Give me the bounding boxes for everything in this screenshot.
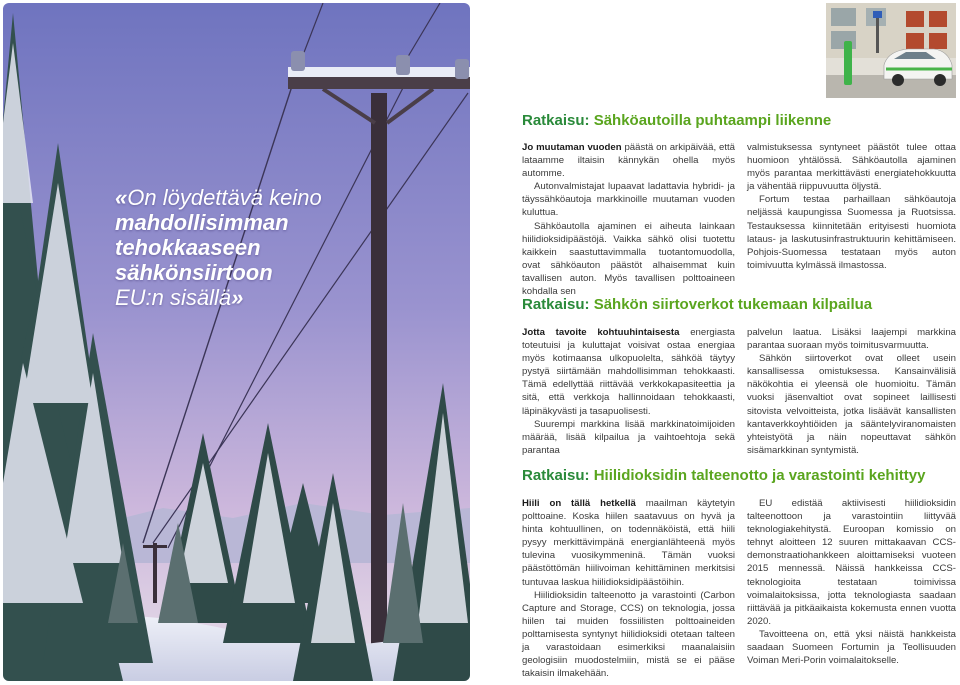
paragraph: Hiilidioksidin talteenotto ja varastointi (Carbon Capture and Storage, CCS) on teknologia, jossa hiilen tai muiden fossiilisten polttoaineiden polttamisesta syntynyt hiilidioksidi otetaan talteen ja varastoidaan esimerkiksi maanalaisiin geologisiin muodostelmiin, mistä se ei pääse takaisin ilmakehään. — [522, 589, 735, 680]
lead-in: Jotta tavoite kohtuuhintaisesta — [522, 327, 680, 338]
paragraph: Autonvalmistajat lupaavat ladattavia hybridi- ja täyssähköautoja markkinoille muutaman vuoden kuluttua. — [522, 181, 735, 219]
section-title-grids — [522, 296, 872, 313]
paragraph: Suurempi markkina lisää markkinatoimijoiden määrää, lisää kilpailua ja vaihtoehtoja sekä parantaa — [522, 418, 735, 456]
electric-car-charging-photo — [826, 3, 956, 98]
paragraph: Sähkön siirtoverkot ovat olleet usein kansallisessa omistuksessa. Kansainvälisiä näkökohtia ei yleensä ole huomioitu. Tämän vuoksi jäsenvaltiot ovat sopineet laillisesti sitovista velvoitteista, jotka lisäävät kansallisten kantaverkkoyhtiöiden ja sääntelyviranomaisten yhteistyötä ja näin nopeuttavat sähkön sisämarkkinan syntymistä. — [747, 353, 956, 456]
paragraph: Jo muutaman vuoden päästä on arkipäivää, että lataamme iltaisin kännykän ohella myös automme. — [522, 142, 735, 180]
lead-in: Hiili on tällä hetkellä — [522, 498, 636, 509]
forest-scene-illustration — [3, 3, 470, 681]
paragraph: Tavoitteena on, että yksi näistä hankkeista saadaan Suomeen Fortumin ja Teollisuuden Voiman Meri-Porin voimalaitokselle. — [747, 628, 956, 667]
paragraph: EU edistää aktiivisesti hiilidioksidin talteenottoon ja varastointiin liittyvää teknologiakehitystä. Euroopan komissio on tehnyt aloitteen 12 suuren mittakaavan CCS-demonstraatiohankkeen aloittamiseksi vuoteen 2015 mennessä. Näissä hankkeissa CCS-teknologioita testataan toimivissa voimalaitoksissa, jotta teknologiasta saadaan riittävää ja pitkäaikaista kokemusta ennen vuotta 2020. — [747, 498, 956, 627]
section-2-left-column — [522, 326, 735, 457]
section-label: Ratkaisu: — [522, 467, 590, 484]
section-1-left-column — [522, 141, 735, 298]
quote-line-1: On löydettävä keino — [127, 185, 322, 210]
paragraph: Sähköautolla ajaminen ei aiheuta lainkaan hiilidioksidipäästöjä. Vaikka sähkö olisi tuotettu kaikkein saastuttavimmalla tuotantomuodolla, ovat sähköauton päästöt alhaisemmat kuin tavallisen auton. Myös tavallisen polttoaineen kohdalla sen — [522, 220, 735, 298]
quote-close-mark: » — [231, 285, 244, 310]
paragraph: palvelun laatua. Lisäksi laajempi markkina parantaa suoraan myös toimitusvarmuutta. — [747, 327, 956, 352]
paragraph: Hiili on tällä hetkellä maailman käytetyin polttoaine. Koska hiilen saatavuus on hyvä ja hinta kohtuullinen, on todennäköistä, että hiili pysyy merkittävimpänä energianlähteenä myös tulevina vuosikymmeninä. Tämän vuoksi päästöttömän hiilivoiman kehittäminen merkitsisi tuntuvaa laskua hiilidioksidipäästöihin. — [522, 498, 736, 588]
paragraph: valmistuksessa syntyneet päästöt tulee ottaa huomioon yhtälössä. Sähköautolla ajaminen myös parantaa merkittävästi energiatehokkuutta ja vähentää riippuvuutta öljystä. — [747, 142, 956, 193]
paragraph: Jotta tavoite kohtuuhintaisesta energiasta toteutuisi ja kuluttajat voisivat ostaa energiaa myös kotimaansa ulkopuolelta, sähköä täytyy pystyä siirtämään mahdollisimman tehokkaasti. Tämä edellyttää riittävää verkkokapasiteettia ja sitä, että verkkoja hallinnoidaan tehokkaasti, läpinäkyvästi ja tasapuolisesti. — [522, 327, 736, 417]
section-title-ccs — [522, 467, 925, 484]
section-2-right-column — [747, 326, 956, 457]
car-charging-illustration — [826, 3, 956, 98]
section-heading: Hiilidioksidin talteenotto ja varastointi kehittyy — [593, 467, 926, 484]
paragraph: Fortum testaa parhaillaan sähköautoja neljässä kaupungissa Suomessa ja Ruotsissa. Testauksessa kiinnitetään erityisesti huomiota lataus- ja laskutusinfrastruktuurin kehittämiseen. Pohjois-Suomessa testataan myös auton toimivuutta kylmässä ilmastossa. — [747, 194, 956, 271]
section-3-right-column — [747, 497, 956, 667]
section-3-left-column — [522, 497, 735, 680]
section-title-electric-cars — [522, 112, 831, 129]
quote-open-mark: « — [115, 185, 128, 210]
power-line-forest-photo — [3, 3, 470, 681]
section-heading: Sähköautoilla puhtaampi liikenne — [593, 112, 832, 129]
quote-bold-3: sähkönsiirtoon — [115, 260, 273, 285]
section-1-right-column — [747, 141, 956, 272]
lead-in: Jo muutaman vuoden — [522, 142, 622, 153]
section-label: Ratkaisu: — [522, 296, 590, 313]
quote-line-5: EU:n sisällä — [115, 285, 232, 310]
quote-bold-2: tehokkaaseen — [115, 235, 261, 260]
section-label: Ratkaisu: — [522, 112, 590, 129]
pull-quote — [115, 185, 365, 310]
section-heading: Sähkön siirtoverkot tukemaan kilpailua — [593, 296, 873, 313]
quote-bold-1: mahdollisimman — [115, 210, 289, 235]
